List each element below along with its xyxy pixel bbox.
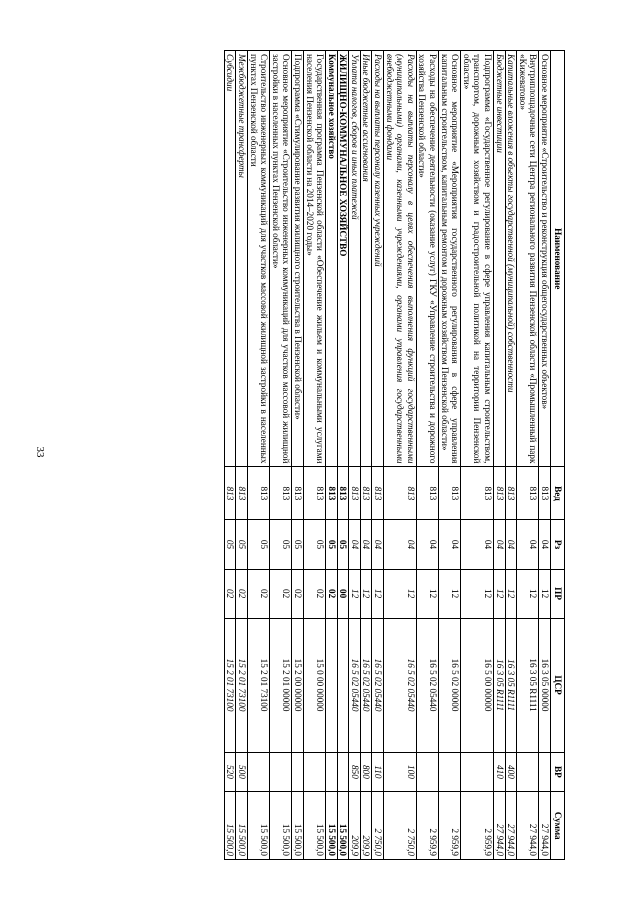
row-vr (416, 752, 438, 792)
row-sum: 15 500,0 (224, 792, 236, 860)
row-rz: 05 (303, 520, 325, 569)
row-ved: 813 (439, 467, 461, 520)
row-csr: 16 5 02 05440 (349, 618, 361, 752)
header-rz: Рз (551, 520, 565, 569)
row-name: Коммунальное хозяйство (326, 51, 338, 467)
table-row (326, 51, 338, 860)
row-vr: 500 (236, 752, 248, 792)
row-vr: 110 (372, 752, 384, 792)
budget-table (224, 50, 565, 860)
row-pr: 12 (416, 569, 438, 618)
row-rz: 04 (494, 520, 506, 569)
table-row (372, 51, 384, 860)
row-ved: 813 (349, 467, 361, 520)
row-rz: 04 (372, 520, 384, 569)
row-vr (303, 752, 325, 792)
table-row (337, 51, 349, 860)
row-sum: 15 500,0 (236, 792, 248, 860)
row-pr: 02 (224, 569, 236, 618)
header-pr: ПР (551, 569, 565, 618)
row-sum: 27 944,0 (494, 792, 506, 860)
page-number: 33 (34, 446, 46, 458)
row-vr (270, 752, 292, 792)
table-header (551, 51, 565, 860)
row-vr: 100 (384, 752, 417, 792)
row-ved: 813 (337, 467, 349, 520)
row-ved: 813 (494, 467, 506, 520)
row-csr: 16 5 02 05440 (384, 618, 417, 752)
row-ved: 813 (224, 467, 236, 520)
row-csr (337, 618, 349, 752)
row-name: Расходы на выплаты персоналу казенных учреждений (372, 51, 384, 467)
table-row (539, 51, 551, 860)
row-sum: 2 750,0 (384, 792, 417, 860)
table-row (349, 51, 361, 860)
table-row (439, 51, 461, 860)
row-sum: 15 500,0 (247, 792, 269, 860)
row-csr: 16 5 02 05440 (416, 618, 438, 752)
row-ved: 813 (270, 467, 292, 520)
header-ved: Вед (551, 467, 565, 520)
row-vr (292, 752, 304, 792)
table-row (292, 51, 304, 860)
table-row (270, 51, 292, 860)
row-pr: 02 (236, 569, 248, 618)
row-sum: 2 959,9 (439, 792, 461, 860)
row-sum: 15 500,0 (337, 792, 349, 860)
row-rz: 04 (416, 520, 438, 569)
row-pr: 02 (326, 569, 338, 618)
row-csr: 16 3 05 R1111 (494, 618, 506, 752)
row-csr: 16 3 05 R1111 (517, 618, 539, 752)
row-name: Межбюджетные трансферты (236, 51, 248, 467)
row-name: Расходы на выплаты персоналу в целях обеспечения выполнения функций государственными (муниципальными) органами, казенными учреждениями, органами управления государственными внебюджетными фондами (384, 51, 417, 467)
row-pr: 00 (337, 569, 349, 618)
table-row (303, 51, 325, 860)
row-rz: 05 (224, 520, 236, 569)
row-rz: 04 (349, 520, 361, 569)
row-name: Основное мероприятие «Строительство инженерных коммуникаций для участков массовой жилищной застройки в населенных пунктах Пензенской области» (270, 51, 292, 467)
row-pr: 12 (494, 569, 506, 618)
row-pr: 12 (349, 569, 361, 618)
row-name: Бюджетные инвестиции (494, 51, 506, 467)
row-pr: 02 (247, 569, 269, 618)
table-row (416, 51, 438, 860)
row-sum: 27 944,0 (539, 792, 551, 860)
row-pr: 12 (505, 569, 517, 618)
row-name: ЖИЛИЩНО-КОММУНАЛЬНОЕ ХОЗЯЙСТВО (337, 51, 349, 467)
row-csr: 16 5 02 00000 (439, 618, 461, 752)
row-pr: 12 (439, 569, 461, 618)
row-vr (439, 752, 461, 792)
row-name: Уплата налогов, сборов и иных платежей (349, 51, 361, 467)
row-ved: 813 (360, 467, 372, 520)
row-csr: 16 5 00 00000 (461, 618, 494, 752)
row-pr: 02 (303, 569, 325, 618)
row-csr: 15 0 00 00000 (303, 618, 325, 752)
row-vr: 850 (349, 752, 361, 792)
row-ved: 813 (505, 467, 517, 520)
row-vr: 520 (224, 752, 236, 792)
row-name: Подпрограмма «Государственное регулирование в сфере управления капитальным строительством, транспортом, дорожным хозяйством и градостроительной политикой на территории Пензенской области» (461, 51, 494, 467)
row-rz: 05 (270, 520, 292, 569)
row-rz: 05 (337, 520, 349, 569)
row-name: Государственная программа Пензенской области «Обеспечение жильем и коммунальными услугами населения Пензенской области на 2014–2020 годы» (303, 51, 325, 467)
table-row (384, 51, 417, 860)
row-pr: 12 (539, 569, 551, 618)
row-name: Основное мероприятие «Мероприятия государственного регулирования в сфере управления капитальным строительством, капитальным ремонтом и дорожным хозяйством Пензенской области» (439, 51, 461, 467)
table-row (247, 51, 269, 860)
row-sum: 2 959,9 (461, 792, 494, 860)
row-ved: 813 (372, 467, 384, 520)
row-name: Строительство инженерных коммуникаций для участков массовой жилищной застройки в населенных пунктах Пензенской области (247, 51, 269, 467)
row-rz: 04 (505, 520, 517, 569)
row-vr (326, 752, 338, 792)
row-sum: 209,9 (360, 792, 372, 860)
row-sum: 15 500,0 (270, 792, 292, 860)
header-sum: Сумма (551, 792, 565, 860)
row-name: Внутриплощадочные сети Центра регионального развития Пензенской области «Промышленный парк «Кижеватово» (517, 51, 539, 467)
row-rz: 04 (384, 520, 417, 569)
row-csr: 16 5 02 05440 (360, 618, 372, 752)
row-sum: 15 500,0 (303, 792, 325, 860)
row-rz: 04 (360, 520, 372, 569)
row-rz: 04 (439, 520, 461, 569)
row-csr: 15 2 01 00000 (270, 618, 292, 752)
row-sum: 15 500,0 (326, 792, 338, 860)
row-pr: 12 (360, 569, 372, 618)
row-vr: 400 (505, 752, 517, 792)
row-pr: 12 (384, 569, 417, 618)
header-csr: ЦСР (551, 618, 565, 752)
header-name: Наименование (551, 51, 565, 467)
row-rz: 05 (247, 520, 269, 569)
row-ved: 813 (247, 467, 269, 520)
row-ved: 813 (384, 467, 417, 520)
row-rz: 05 (236, 520, 248, 569)
row-sum: 2 959,9 (416, 792, 438, 860)
row-sum: 209,9 (349, 792, 361, 860)
row-vr: 410 (494, 752, 506, 792)
row-sum: 2 750,0 (372, 792, 384, 860)
row-name: Капитальные вложения в объекты государственной (муниципальной) собственности (505, 51, 517, 467)
row-vr (247, 752, 269, 792)
table-row (494, 51, 506, 860)
row-ved: 813 (461, 467, 494, 520)
row-vr: 800 (360, 752, 372, 792)
header-row (551, 51, 565, 860)
row-csr: 16 3 05 R1111 (505, 618, 517, 752)
row-csr: 15 2 01 73100 (236, 618, 248, 752)
table-body (224, 51, 550, 860)
row-csr: 16 3 05 00000 (539, 618, 551, 752)
row-csr (326, 618, 338, 752)
row-ved: 813 (517, 467, 539, 520)
row-ved: 813 (416, 467, 438, 520)
row-vr (337, 752, 349, 792)
row-name: Расходы на обеспечение деятельности (оказание услуг) ГКУ «Управление строительства и дорожного хозяйства Пензенской области» (416, 51, 438, 467)
row-pr: 12 (461, 569, 494, 618)
table-row (505, 51, 517, 860)
table-row (236, 51, 248, 860)
row-vr (461, 752, 494, 792)
row-ved: 813 (303, 467, 325, 520)
row-vr (517, 752, 539, 792)
table-row (360, 51, 372, 860)
row-sum: 27 944,0 (517, 792, 539, 860)
row-sum: 27 944,0 (505, 792, 517, 860)
row-csr: 15 2 01 73100 (247, 618, 269, 752)
row-name: Субсидии (224, 51, 236, 467)
row-pr: 02 (270, 569, 292, 618)
header-vr: ВР (551, 752, 565, 792)
table-row (517, 51, 539, 860)
row-rz: 04 (517, 520, 539, 569)
row-csr: 16 5 02 05440 (372, 618, 384, 752)
row-name: Иные бюджетные ассигнования (360, 51, 372, 467)
row-pr: 12 (517, 569, 539, 618)
row-sum: 15 500,0 (292, 792, 304, 860)
row-csr: 15 2 01 73100 (224, 618, 236, 752)
budget-table-container (75, 50, 565, 860)
table-row (224, 51, 236, 860)
row-rz: 05 (292, 520, 304, 569)
row-ved: 813 (326, 467, 338, 520)
row-vr (539, 752, 551, 792)
row-ved: 813 (539, 467, 551, 520)
row-name: Подпрограмма «Стимулирование развития жилищного строительства в Пензенской области» (292, 51, 304, 467)
row-rz: 05 (326, 520, 338, 569)
row-pr: 02 (292, 569, 304, 618)
row-csr: 15 2 00 00000 (292, 618, 304, 752)
row-name: Основное мероприятие «Строительство и реконструкция общегосударственных объектов» (539, 51, 551, 467)
row-ved: 813 (236, 467, 248, 520)
row-rz: 04 (461, 520, 494, 569)
table-row (461, 51, 494, 860)
row-pr: 12 (372, 569, 384, 618)
row-rz: 04 (539, 520, 551, 569)
row-ved: 813 (292, 467, 304, 520)
